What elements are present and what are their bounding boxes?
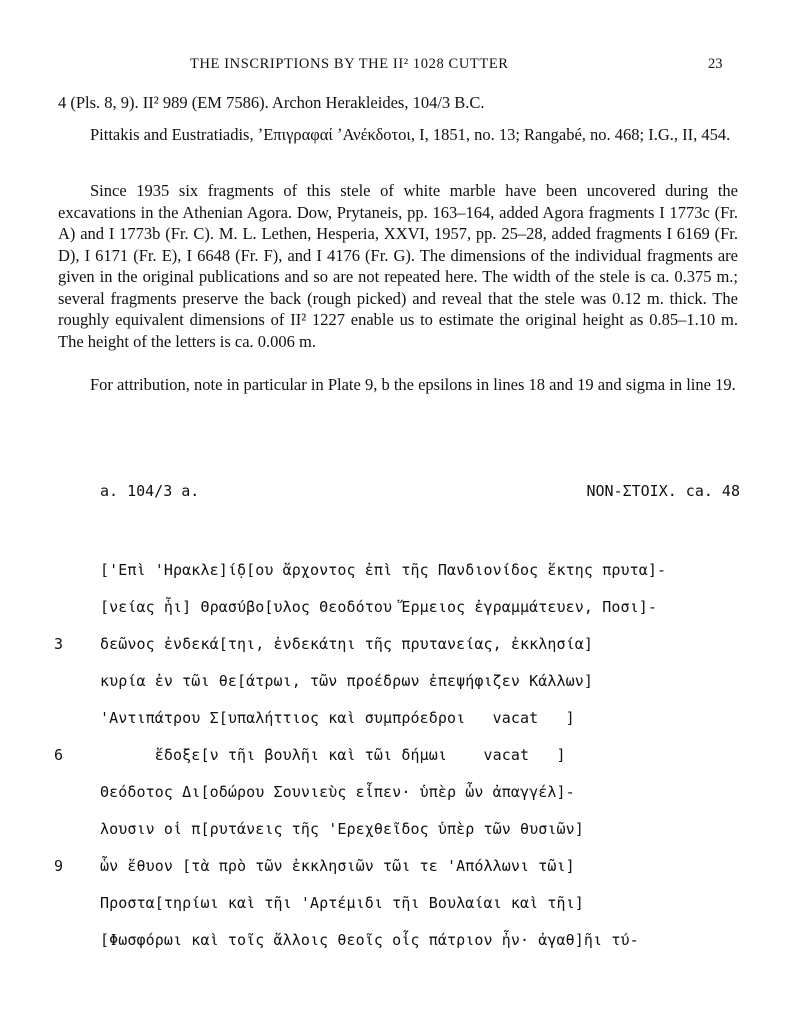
inscription-line — [0, 598, 792, 622]
inscription-line — [0, 783, 792, 807]
line-text: 'Αντιπάτρου Σ[υπαλήττιος καὶ συμπρόεδροι vacat ] — [100, 709, 575, 727]
attribution-paragraph: For attribution, note in particular in Plate 9, b the epsilons in lines 18 and 19 and sigma in line 19. — [90, 375, 736, 394]
line-text: [Φωσφόρωι καὶ τοῖς ἄλλοις θεοῖς οἷς πάτριον ἦν· ἀγαθ]ῆι τύ- — [100, 931, 639, 949]
entry-heading: 4 (Pls. 8, 9). II² 989 (EM 7586). Archon Herakleides, 104/3 B.C. — [58, 93, 485, 112]
inscription-line — [0, 894, 792, 918]
line-text: [νείας ἧι] Θρασύβο[υλος Θεοδότου Ἕρμειος ἐγραμμάτευεν, Ποσι]- — [100, 598, 657, 616]
line-text: κυρία ἐν τῶι θε[άτρωι, τῶν προέδρων ἐπεψήφιζεν Κάλλων] — [100, 672, 594, 690]
description-paragraph: Since 1935 six fragments of this stele of white marble have been uncovered during the excavations in the Athenian Agora. Dow, Prytaneis, pp. 163–164, added Agora fragments I 1773c (Fr. A) and I 1773b (Fr. C). M. L. Lethen, Hesperia, XXVI, 1957, pp. 25–28, added fragments I 6169 (Fr. D), I 6171 (Fr. E), I 6648 (Fr. F), and I 4176 (Fr. G). The dimensions of the individual fragments are given in the original publications and so are not repeated here. The width of the stele is ca. 0.375 m.; several fragments preserve the back (rough picked) and reveal that the stele was 0.12 m. thick. The roughly equivalent dimensions of II² 1227 enable us to estimate the original height as 0.85–1.10 m. The height of the letters is ca. 0.006 m. — [58, 181, 738, 351]
line-number: 3 — [54, 635, 64, 653]
line-text: Προστα[τηρίωι καὶ τῆι 'Αρτέμιδι τῆι Βουλαίαι καὶ τῆι] — [100, 894, 584, 912]
inscription-line — [0, 931, 792, 955]
line-text: ἔδοξε[ν τῆι βουλῆι καὶ τῶι δήμωι vacat ] — [100, 746, 566, 764]
inscription-line — [0, 672, 792, 696]
line-number: 9 — [54, 857, 64, 875]
line-text: δεῶνος ἐνδεκά[τηι, ἐνδεκάτηι τῆς πρυτανείας, ἐκκλησία] — [100, 635, 594, 653]
inscription-line — [0, 709, 792, 733]
line-text: ὧν ἔθυον [τὰ πρὸ τῶν ἐκκλησιῶν τῶι τε 'Απόλλωνι τῶι] — [100, 857, 575, 875]
line-number: 6 — [54, 746, 64, 764]
inscription-line — [0, 561, 792, 585]
inscription-line — [0, 857, 792, 881]
inscription-line — [0, 635, 792, 659]
page-number: 23 — [708, 56, 723, 72]
line-text: λουσιν οἱ π[ρυτάνεις τῆς 'Ερεχθεῖδος ὑπὲρ τῶν θυσιῶν] — [100, 820, 584, 838]
inscription-date: a. 104/3 a. — [100, 482, 200, 500]
bibliography-paragraph: Pittakis and Eustratiadis, ʼΕπιγραφαί ʼΑνέκδοτοι, I, 1851, no. 13; Rangabé, no. 468; I.G., II, 454. — [90, 125, 731, 144]
page-header — [0, 56, 792, 78]
running-title: THE INSCRIPTIONS BY THE II² 1028 CUTTER — [190, 56, 509, 72]
inscription-format: NON-ΣΤΟΙΧ. ca. 48 — [586, 482, 740, 500]
line-text: Θεόδοτος Δι[οδώρου Σουνιεὺς εἶπεν· ὑπὲρ ὧν ἀπαγγέλ]- — [100, 783, 575, 801]
line-text: ['Επὶ 'Ηρακλε]ί̣δ[ου ἄρχοντος ἐπὶ τῆς Πανδιονίδος ἕκτης πρυτα]- — [100, 561, 667, 579]
inscription-line — [0, 746, 792, 770]
inscription-line — [0, 820, 792, 844]
